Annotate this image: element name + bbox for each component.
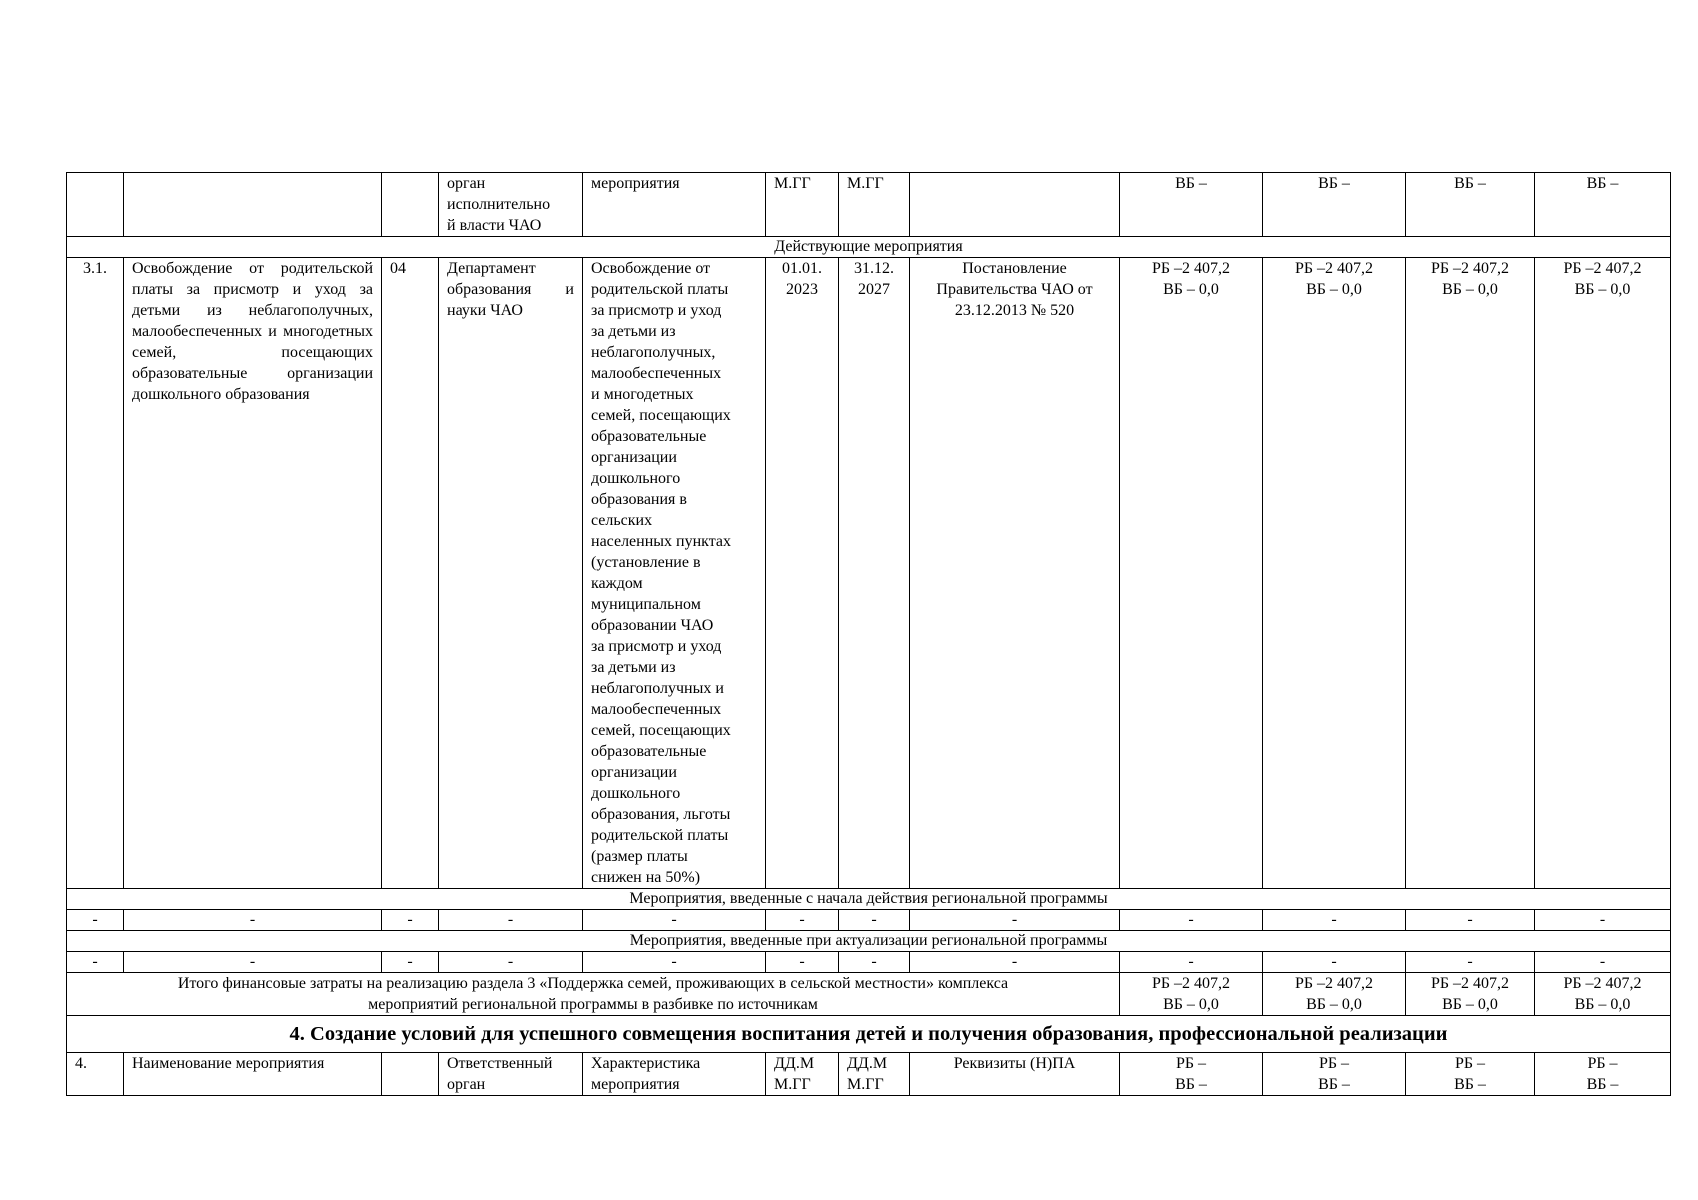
dash-cell: - bbox=[67, 910, 124, 931]
placeholder-row-updated bbox=[67, 952, 1671, 973]
section4-heading: 4. Создание условий для успешного совмещения воспитания детей и получения образования, профессиональной реализации bbox=[67, 1016, 1671, 1053]
total-fin-4: РБ –2 407,2 ВБ – 0,0 bbox=[1535, 973, 1671, 1016]
total-fin-2: РБ –2 407,2 ВБ – 0,0 bbox=[1263, 973, 1406, 1016]
s4-start-date: ДД.М М.ГГ bbox=[766, 1053, 839, 1096]
dash-cell: - bbox=[124, 952, 382, 973]
section-title-updated: Мероприятия, введенные при актуализации региональной программы bbox=[67, 931, 1671, 952]
s4-description: Характеристика мероприятия bbox=[583, 1053, 766, 1096]
s4-fin-1: РБ – ВБ – bbox=[1120, 1053, 1263, 1096]
total-fin-1: РБ –2 407,2 ВБ – 0,0 bbox=[1120, 973, 1263, 1016]
dash-cell: - bbox=[910, 910, 1120, 931]
dash-cell: - bbox=[1120, 952, 1263, 973]
section-row-introduced bbox=[67, 889, 1671, 910]
cell-fin-3: ВБ – bbox=[1406, 173, 1535, 237]
measure-fin-2: РБ –2 407,2 ВБ – 0,0 bbox=[1263, 258, 1406, 889]
dash-cell: - bbox=[124, 910, 382, 931]
total-row bbox=[67, 973, 1671, 1016]
continuation-row bbox=[67, 173, 1671, 237]
dash-cell: - bbox=[839, 952, 910, 973]
cell-fin-2: ВБ – bbox=[1263, 173, 1406, 237]
program-table-sheet bbox=[66, 172, 1670, 1096]
dash-cell: - bbox=[1120, 910, 1263, 931]
dash-cell: - bbox=[1535, 910, 1671, 931]
section4-heading-row bbox=[67, 1016, 1671, 1053]
measure-num: 3.1. bbox=[67, 258, 124, 889]
dash-cell: - bbox=[1263, 910, 1406, 931]
dash-cell: - bbox=[1263, 952, 1406, 973]
dash-cell: - bbox=[766, 952, 839, 973]
dash-cell: - bbox=[1406, 952, 1535, 973]
cell-description: мероприятия bbox=[583, 173, 766, 237]
measure-fin-4: РБ –2 407,2 ВБ – 0,0 bbox=[1535, 258, 1671, 889]
dash-cell: - bbox=[583, 910, 766, 931]
cell-responsible: орган исполнительно й власти ЧАО bbox=[439, 173, 583, 237]
cell-start-date: М.ГГ bbox=[766, 173, 839, 237]
section-title-current: Действующие мероприятия bbox=[67, 237, 1671, 258]
s4-responsible: Ответственный орган bbox=[439, 1053, 583, 1096]
s4-num: 4. bbox=[67, 1053, 124, 1096]
measure-npa: Постановление Правительства ЧАО от 23.12.2013 № 520 bbox=[910, 258, 1120, 889]
measure-fin-1: РБ –2 407,2 ВБ – 0,0 bbox=[1120, 258, 1263, 889]
dash-cell: - bbox=[583, 952, 766, 973]
dash-cell: - bbox=[766, 910, 839, 931]
total-label: Итого финансовые затраты на реализацию раздела 3 «Поддержка семей, проживающих в сельской местности» комплекса мероприятий региональной программы в разбивке по источникам bbox=[67, 973, 1120, 1016]
cell-code bbox=[382, 173, 439, 237]
dash-cell: - bbox=[439, 910, 583, 931]
dash-cell: - bbox=[1535, 952, 1671, 973]
measure-end-date: 31.12. 2027 bbox=[839, 258, 910, 889]
measure-start-date: 01.01. 2023 bbox=[766, 258, 839, 889]
cell-fin-1: ВБ – bbox=[1120, 173, 1263, 237]
s4-code bbox=[382, 1053, 439, 1096]
measure-row-3-1 bbox=[67, 258, 1671, 889]
s4-fin-3: РБ – ВБ – bbox=[1406, 1053, 1535, 1096]
section-row-current bbox=[67, 237, 1671, 258]
cell-fin-4: ВБ – bbox=[1535, 173, 1671, 237]
dash-cell: - bbox=[1406, 910, 1535, 931]
dash-cell: - bbox=[910, 952, 1120, 973]
section-row-updated bbox=[67, 931, 1671, 952]
s4-fin-2: РБ – ВБ – bbox=[1263, 1053, 1406, 1096]
s4-end-date: ДД.М М.ГГ bbox=[839, 1053, 910, 1096]
total-fin-3: РБ –2 407,2 ВБ – 0,0 bbox=[1406, 973, 1535, 1016]
section4-header-row bbox=[67, 1053, 1671, 1096]
cell-name bbox=[124, 173, 382, 237]
cell-end-date: М.ГГ bbox=[839, 173, 910, 237]
dash-cell: - bbox=[839, 910, 910, 931]
measure-code: 04 bbox=[382, 258, 439, 889]
dash-cell: - bbox=[67, 952, 124, 973]
cell-num bbox=[67, 173, 124, 237]
s4-name: Наименование мероприятия bbox=[124, 1053, 382, 1096]
dash-cell: - bbox=[439, 952, 583, 973]
measures-table bbox=[66, 172, 1671, 1096]
s4-fin-4: РБ – ВБ – bbox=[1535, 1053, 1671, 1096]
measure-name: Освобождение от родительской платы за присмотр и уход за детьми из неблагополучных, малообеспеченных и многодетных семей, посещающих образовательные организации дошкольного образования bbox=[124, 258, 382, 889]
measure-description: Освобождение от родительской платы за присмотр и уход за детьми из неблагополучных, малообеспеченных и многодетных семей, посещающих образовательные организации дошкольного образования в сельских населенных пунктах (установление в каждом муниципальном образовании ЧАО за присмотр и уход за детьми из неблагополучных и малообеспеченных семей, посещающих образовательные организации дошкольного образования, льготы родительской платы (размер платы снижен на 50%) bbox=[583, 258, 766, 889]
section-title-introduced: Мероприятия, введенные с начала действия региональной программы bbox=[67, 889, 1671, 910]
dash-cell: - bbox=[382, 952, 439, 973]
measure-fin-3: РБ –2 407,2 ВБ – 0,0 bbox=[1406, 258, 1535, 889]
cell-npa bbox=[910, 173, 1120, 237]
measure-responsible: Департамент образования и науки ЧАО bbox=[439, 258, 583, 889]
dash-cell: - bbox=[382, 910, 439, 931]
s4-npa: Реквизиты (Н)ПА bbox=[910, 1053, 1120, 1096]
placeholder-row-introduced bbox=[67, 910, 1671, 931]
